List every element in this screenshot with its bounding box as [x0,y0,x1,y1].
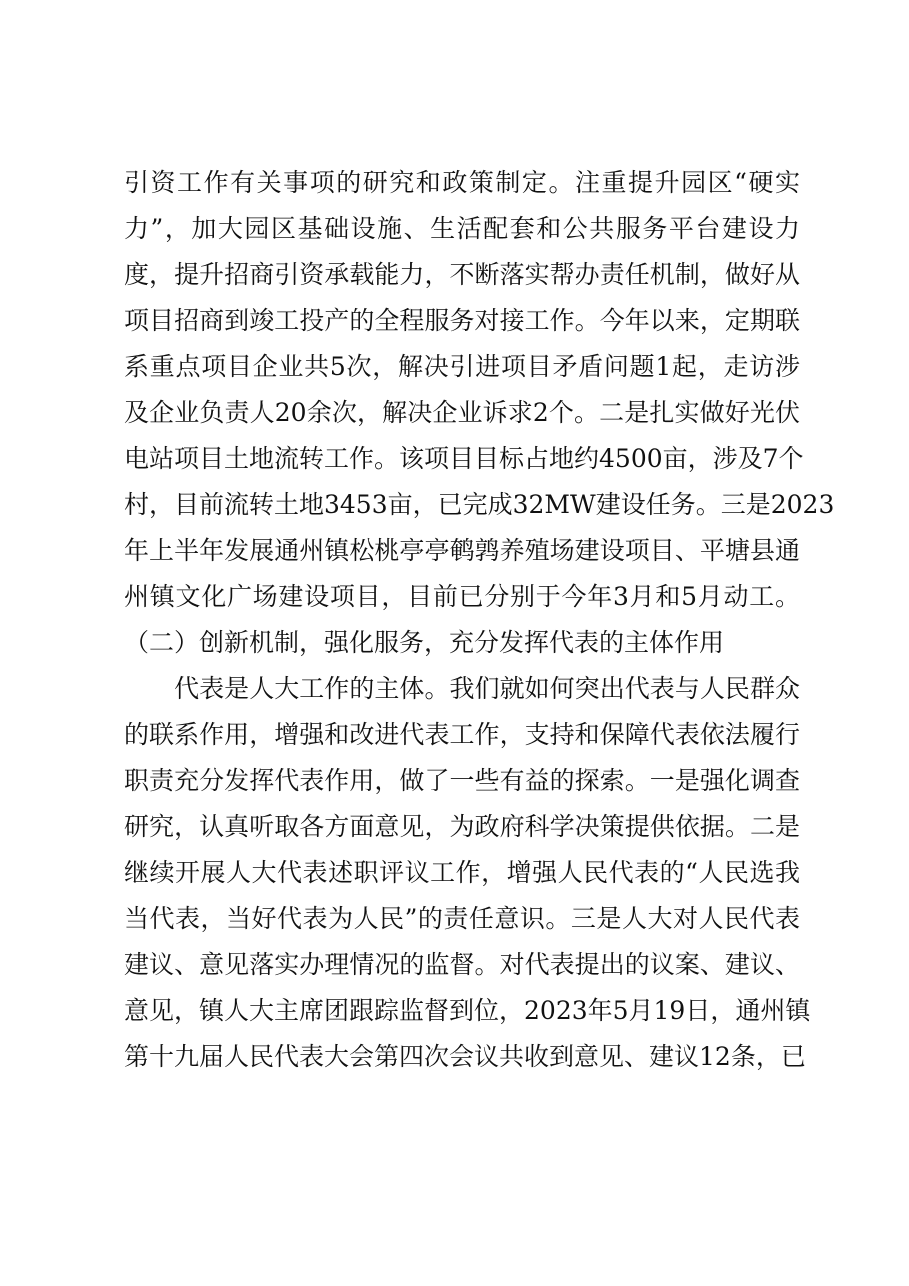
body-text-line: 及企业负责人20余次，解决企业诉求2个。二是扎实做好光伏 [124,398,800,427]
section-heading: （二）创新机制，强化服务，充分发挥代表的主体作用 [124,628,725,657]
body-text-line: 的联系作用，增强和改进代表工作，支持和保障代表依法履行 [124,720,800,749]
body-text-line: 研究，认真听取各方面意见，为政府科学决策提供依据。二是 [124,812,800,841]
body-text-line: 建议、意见落实办理情况的监督。对代表提出的议案、建议、 [124,950,800,979]
body-text-line: 村，目前流转土地3453亩，已完成32MW建设任务。三是2023 [124,490,835,519]
body-text-line: 意见，镇人大主席团跟踪监督到位，2023年5月19日，通州镇 [124,996,811,1025]
body-text-line: 代表是人大工作的主体。我们就如何突出代表与人民群众 [124,674,800,703]
body-text-line: 职责充分发挥代表作用，做了一些有益的探索。一是强化调查 [124,766,800,795]
body-text-line: 项目招商到竣工投产的全程服务对接工作。今年以来，定期联 [124,306,800,335]
body-text-line: 电站项目土地流转工作。该项目目标占地约4500亩，涉及7个 [124,444,804,473]
body-text-line: 第十九届人民代表大会第四次会议共收到意见、建议12条，已 [124,1042,806,1071]
body-text-line: 当代表，当好代表为人民”的责任意识。三是人大对人民代表 [124,904,800,933]
body-text-line: 年上半年发展通州镇松桃亭亭鹌鹑养殖场建设项目、平塘县通 [124,536,800,565]
body-text-line: 引资工作有关事项的研究和政策制定。注重提升园区“硬实 [124,168,800,197]
body-text-line: 度，提升招商引资承载能力，不断落实帮办责任机制，做好从 [124,260,800,289]
body-text-line: 继续开展人大代表述职评议工作，增强人民代表的“人民选我 [124,858,800,887]
body-text-line: 系重点项目企业共5次，解决引进项目矛盾问题1起，走访涉 [124,352,800,381]
body-text-line: 州镇文化广场建设项目，目前已分别于今年3月和5月动工。 [124,582,800,611]
body-text-line: 力”，加大园区基础设施、生活配套和公共服务平台建设力 [124,214,800,243]
